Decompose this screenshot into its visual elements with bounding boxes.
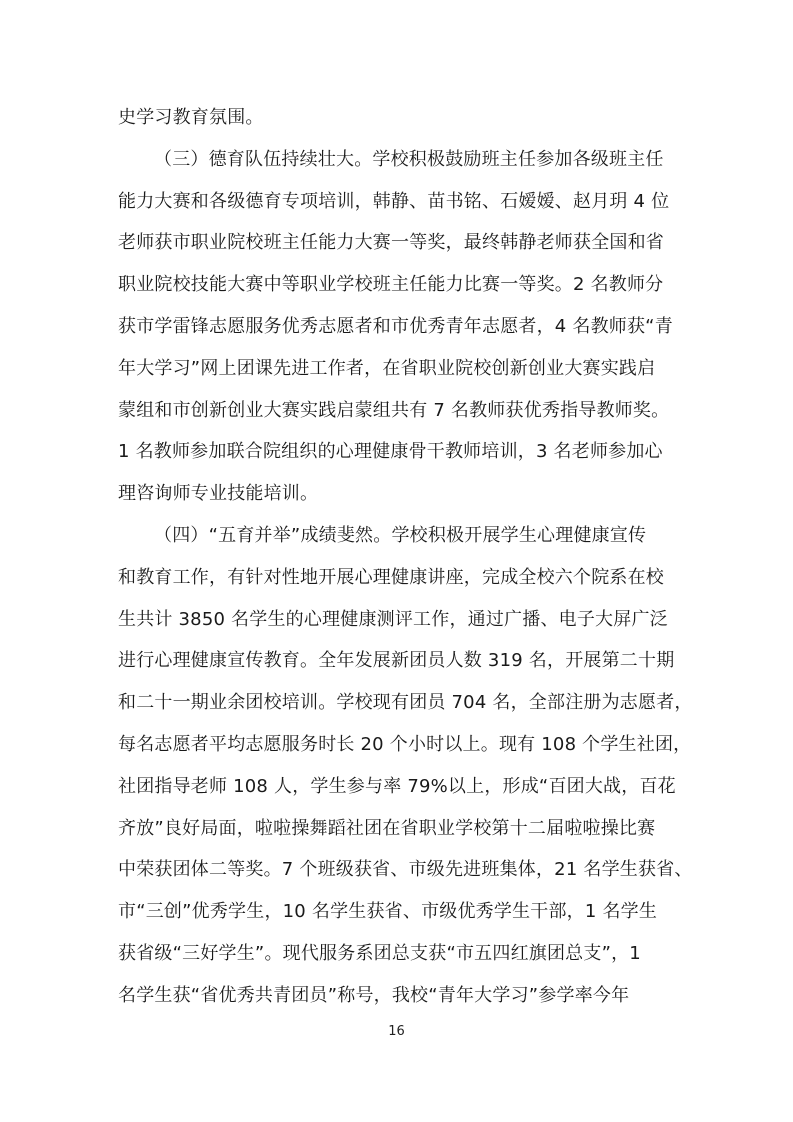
- text-line: （三）德育队伍持续壮大。学校积极鼓励班主任参加各级班主任: [154, 148, 664, 170]
- text-line: 进行心理健康宣传教育。全年发展新团员人数 319 名，开展第二十期: [118, 650, 675, 672]
- text-line: 齐放”良好局面，啦啦操舞蹈社团在省职业学校第十二届啦啦操比赛: [118, 817, 656, 839]
- text-line: 和二十一期业余团校培训。学校现有团员 704 名，全部注册为志愿者，: [118, 692, 693, 714]
- text-line: 获市学雷锋志愿服务优秀志愿者和市优秀青年志愿者，4 名教师获“青: [118, 315, 673, 337]
- text-line: 年大学习”网上团课先进工作者，在省职业院校创新创业大赛实践启: [118, 357, 656, 379]
- text-line: 能力大赛和各级德育专项培训，韩静、苗书铭、石嫒嫒、赵月玥 4 位: [118, 190, 670, 212]
- page-number: 16: [388, 1024, 405, 1039]
- text-line: 职业院校技能大赛中等职业学校班主任能力比赛一等奖。2 名教师分: [118, 274, 664, 296]
- text-line: 1 名教师参加联合院组织的心理健康骨干教师培训，3 名老师参加心: [118, 441, 663, 463]
- body-text: [118, 97, 693, 1017]
- text-line: 每名志愿者平均志愿服务时长 20 个小时以上。现有 108 个学生社团，: [118, 733, 692, 755]
- text-line: 和教育工作，有针对性地开展心理健康讲座，完成全校六个院系在校: [118, 566, 664, 588]
- text-line: 社团指导老师 108 人，学生参与率 79%以上，形成“百团大战，百花: [118, 775, 676, 797]
- text-line: 史学习教育氛围。: [118, 107, 264, 128]
- text-line: 老师获市职业院校班主任能力大赛一等奖，最终韩静老师获全国和省: [118, 232, 664, 254]
- text-line: （四）“五育并举”成绩斐然。学校积极开展学生心理健康宣传: [154, 524, 647, 546]
- text-line: 市“三创”优秀学生，10 名学生获省、市级优秀学生干部，1 名学生: [118, 901, 658, 923]
- text-line: 生共计 3850 名学生的心理健康测评工作，通过广播、电子大屏广泛: [118, 608, 668, 630]
- text-line: 名学生获“省优秀共青团员”称号，我校“青年大学习”参学率今年: [118, 984, 630, 1006]
- text-line: 获省级“三好学生”。现代服务系团总支获“市五四红旗团总支”，1: [118, 942, 641, 964]
- text-line: 蒙组和市创新创业大赛实践启蒙组共有 7 名教师获优秀指导教师奖。: [118, 399, 670, 421]
- text-line: 中荣获团体二等奖。7 个班级获省、市级先进班集体，21 名学生获省、: [118, 859, 693, 881]
- text-line: 理咨询师专业技能培训。: [118, 483, 319, 505]
